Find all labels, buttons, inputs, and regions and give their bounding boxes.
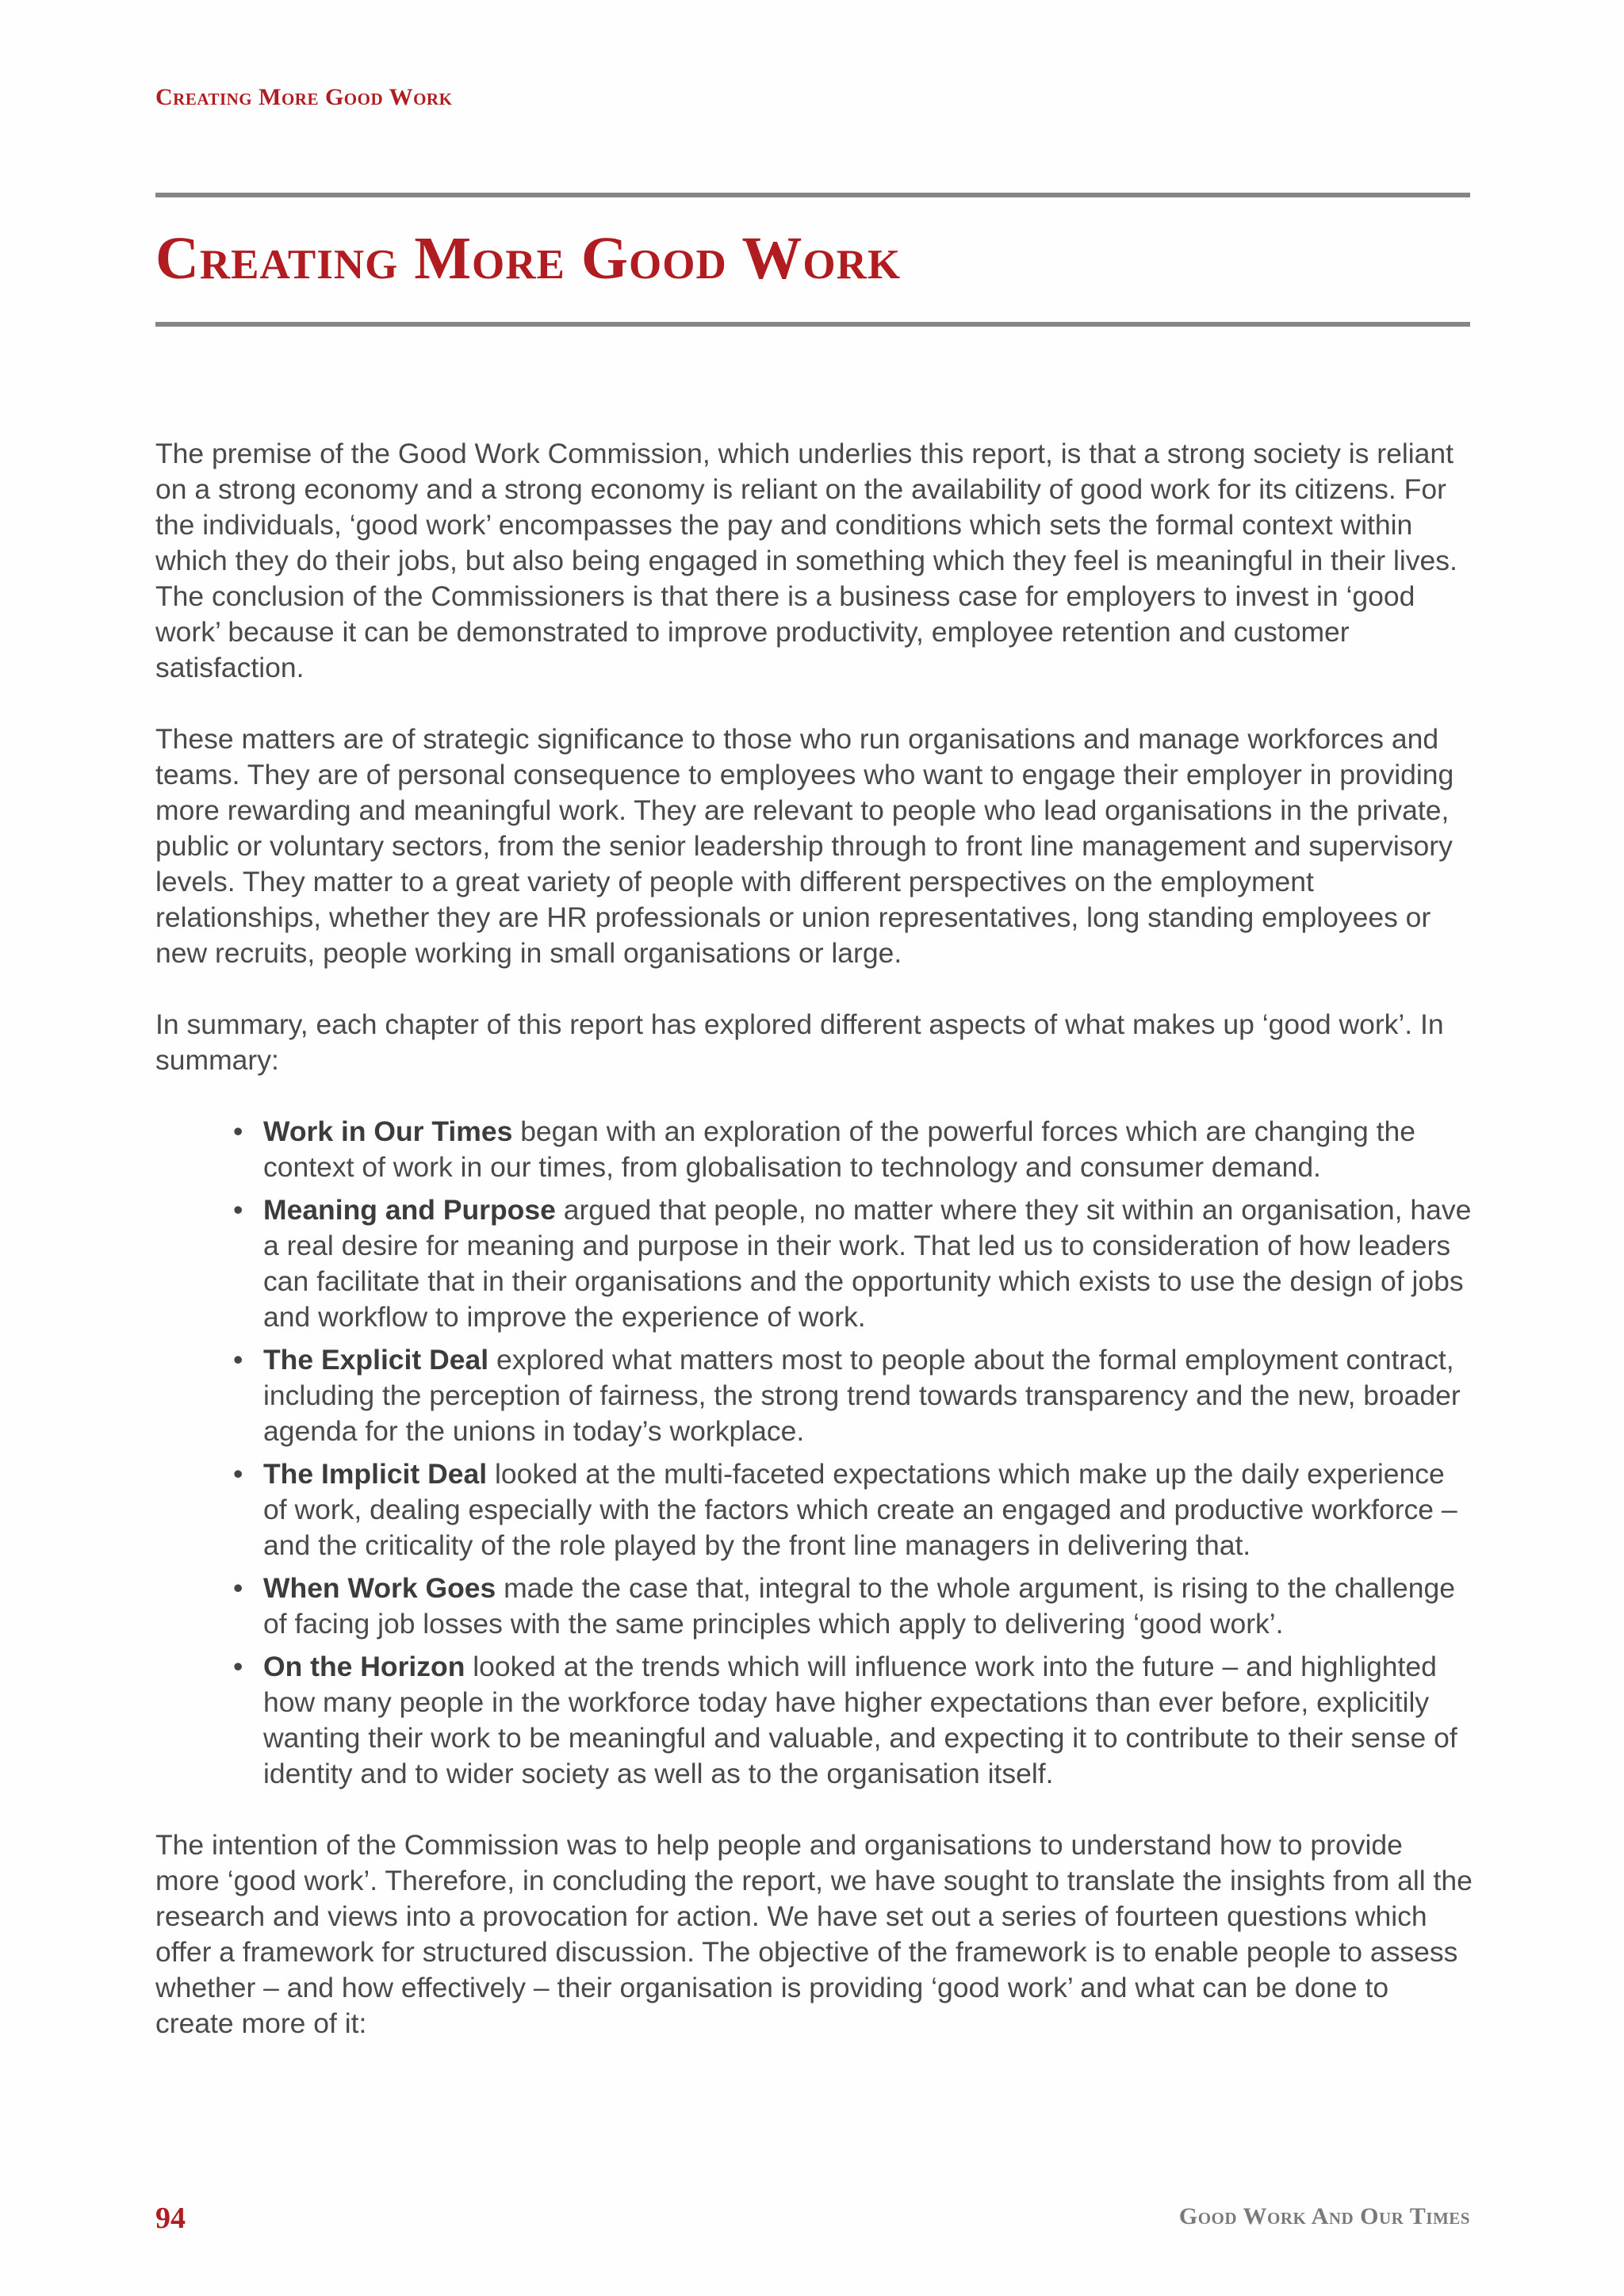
title-rule-top	[155, 193, 1470, 197]
list-item	[233, 1192, 1473, 1335]
title-rule-bottom	[155, 322, 1470, 327]
list-item-title: Meaning and Purpose	[263, 1194, 556, 1226]
list-item-text: began with an exploration of the powerful forces which are changing the context of work in our times, from globalisation to technology and consumer demand.	[263, 1115, 1416, 1183]
list-item	[233, 1571, 1473, 1642]
body-content	[155, 436, 1473, 2077]
list-item-title: On the Horizon	[263, 1651, 465, 1682]
body-paragraph: These matters are of strategic significance to those who run organisations and manage workforces and teams. They are of personal consequence to employees who want to engage their employer in providing more rewarding and meaningful work. They are relevant to people who lead organisations in the private, public or voluntary sectors, from the senior leadership through to front line management and supervisory levels. They matter to a great variety of people with different perspectives on the employment relationships, whether they are HR professionals or union representatives, long standing employees or new recruits, people working in small organisations or large.	[155, 723, 1454, 969]
body-paragraph: The premise of the Good Work Commission, which underlies this report, is that a strong society is reliant on a strong economy and a strong economy is reliant on the availability of good work for its citizens. For the individuals, ‘good work’ encompasses the pay and conditions which sets the formal context within which they do their jobs, but also being engaged in something which they feel is meaningful in their lives. The conclusion of the Commissioners is that there is a business case for employers to invest in ‘good work’ because it can be demonstrated to improve productivity, employee retention and customer satisfaction.	[155, 438, 1457, 683]
chapter-summary-list	[155, 1114, 1473, 1792]
bullet-icon: •	[233, 1572, 243, 1604]
bullet-icon: •	[233, 1115, 243, 1147]
body-paragraph: In summary, each chapter of this report has explored different aspects of what makes up ‘good work’. In summary:	[155, 1008, 1444, 1076]
list-item-title: The Implicit Deal	[263, 1458, 488, 1490]
list-item-title: The Explicit Deal	[263, 1344, 489, 1376]
list-item	[233, 1114, 1473, 1185]
bullet-icon: •	[233, 1194, 243, 1226]
page-title: Creating More Good Work	[155, 225, 902, 292]
list-item-text: looked at the trends which will influence work into the future – and highlighted how many people in the workforce today have higher expectations than ever before, explicitily wanting their work to be meaningful and valuable, and expecting it to contribute to their sense of identity and to wider society as well as to the organisation itself.	[263, 1651, 1457, 1789]
running-footer: Good Work And Our Times	[1178, 2203, 1470, 2229]
list-item-title: Work in Our Times	[263, 1115, 513, 1147]
list-item	[233, 1456, 1473, 1563]
bullet-icon: •	[233, 1344, 243, 1376]
list-item-text: explored what matters most to people about the formal employment contract, including the perception of fairness, the strong trend towards transparency and the new, broader agenda for the unions in today’s workplace.	[263, 1344, 1461, 1447]
list-item	[233, 1342, 1473, 1449]
page-number: 94	[155, 2202, 186, 2235]
closing-paragraph: The intention of the Commission was to help people and organisations to understand how to provide more ‘good work’. Therefore, in concluding the report, we have sought to translate the insights from all the research and views into a provocation for action. We have set out a series of fourteen questions which offer a framework for structured discussion. The objective of the framework is to enable people to assess whether – and how effectively – their organisation is providing ‘good work’ and what can be done to create more of it:	[155, 1829, 1473, 2039]
bullet-icon: •	[233, 1651, 243, 1682]
list-item	[233, 1649, 1473, 1792]
list-item-text: looked at the multi-faceted expectations which make up the daily experience of work, dealing especially with the factors which create an engaged and productive workforce – and the criticality of the role played by the front line managers in delivering that.	[263, 1458, 1457, 1561]
list-item-title: When Work Goes	[263, 1572, 496, 1604]
list-item-text: made the case that, integral to the whole argument, is rising to the challenge of facing job losses with the same principles which apply to delivering ‘good work’.	[263, 1572, 1455, 1640]
running-header: Creating More Good Work	[155, 84, 453, 110]
list-item-text: argued that people, no matter where they sit within an organisation, have a real desire for meaning and purpose in their work. That led us to consideration of how leaders can facilitate that in their organisations and the opportunity which exists to use the design of jobs and workflow to improve the experience of work.	[263, 1194, 1472, 1333]
bullet-icon: •	[233, 1458, 243, 1490]
